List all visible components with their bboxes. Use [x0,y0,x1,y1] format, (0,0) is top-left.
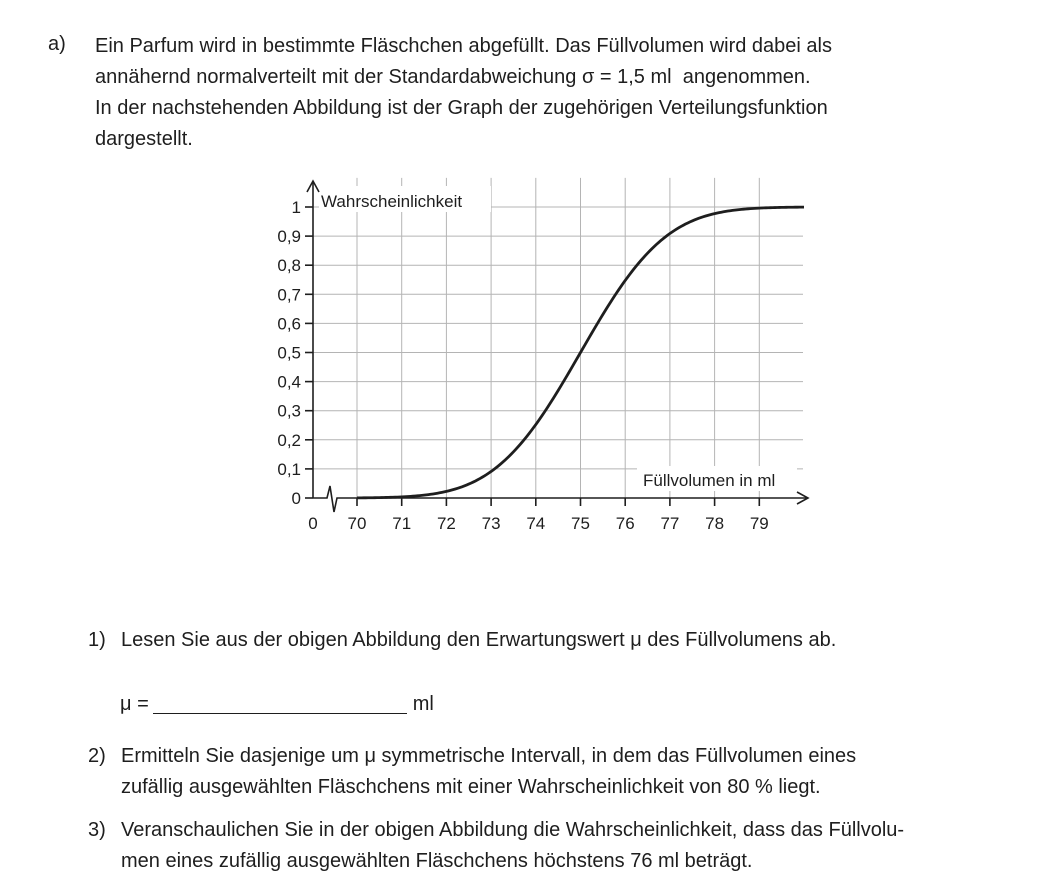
intro-line: In der nachstehenden Abbildung ist der Graph der zugehörigen Verteilungsfunktion [95,97,828,119]
task-number: 3) [88,819,106,841]
x-tick-label: 76 [615,514,635,533]
mu-symbol: μ = [120,693,149,715]
y-tick-label: 0,2 [277,430,301,450]
task-line: Veranschaulichen Sie in der obigen Abbildung die Wahrscheinlichkeit, dass das Füllvolu- [121,819,905,841]
task-line: zufällig ausgewählten Fläschchens mit einer Wahrscheinlichkeit von 80 % liegt. [121,776,821,798]
x-axis-label: Füllvolumen in ml [643,471,776,490]
y-tick-label: 0,3 [277,401,301,421]
y-axis-label: Wahrscheinlichkeit [321,192,463,211]
x-tick-label: 0 [308,514,318,533]
intro-text [95,31,995,155]
y-tick-label: 0,4 [277,372,301,392]
x-tick-label: 70 [347,514,367,533]
part-label: a) [48,33,66,55]
y-tick-label: 0,7 [277,285,301,305]
y-tick-label: 0,9 [277,227,301,247]
x-tick-label: 77 [660,514,680,533]
task-number: 1) [88,629,106,651]
x-tick-label: 73 [481,514,501,533]
y-tick-label: 0,6 [277,314,301,334]
y-tick-label: 0 [291,489,301,508]
x-tick-label: 75 [571,514,590,533]
task-line: Ermitteln Sie dasjenige um μ symmetrische Intervall, in dem das Füllvolumen eines [121,745,857,767]
sigma-value: σ = 1,5 ml [581,66,672,88]
answer-blank[interactable] [153,691,407,714]
intro-line: annähernd normalverteilt mit der Standardabweichung σ = 1,5 ml angenommen. [95,66,811,88]
intro-line: dargestellt. [95,128,193,150]
intro-line: Ein Parfum wird in bestimmte Fläschchen abgefüllt. Das Füllvolumen wird dabei als [95,35,832,57]
y-tick-label: 0,1 [277,459,301,479]
task-line: men eines zufällig ausgewählten Fläschchens höchstens 76 ml beträgt. [121,850,753,872]
x-tick-label: 74 [526,514,546,533]
x-tick-label: 78 [705,514,725,533]
x-tick-label: 79 [749,514,769,533]
task-line: Lesen Sie aus der obigen Abbildung den Erwartungswert μ des Füllvolumens ab. [121,629,837,651]
distribution-chart [255,170,815,540]
answer-unit: ml [412,693,434,715]
y-tick-label: 0,8 [277,256,301,276]
x-tick-label: 72 [436,514,456,533]
answer-line [120,690,434,718]
x-tick-label: 71 [392,514,412,533]
task-number: 2) [88,745,106,767]
y-tick-label: 1 [291,198,301,217]
y-tick-label: 0,5 [277,343,301,363]
